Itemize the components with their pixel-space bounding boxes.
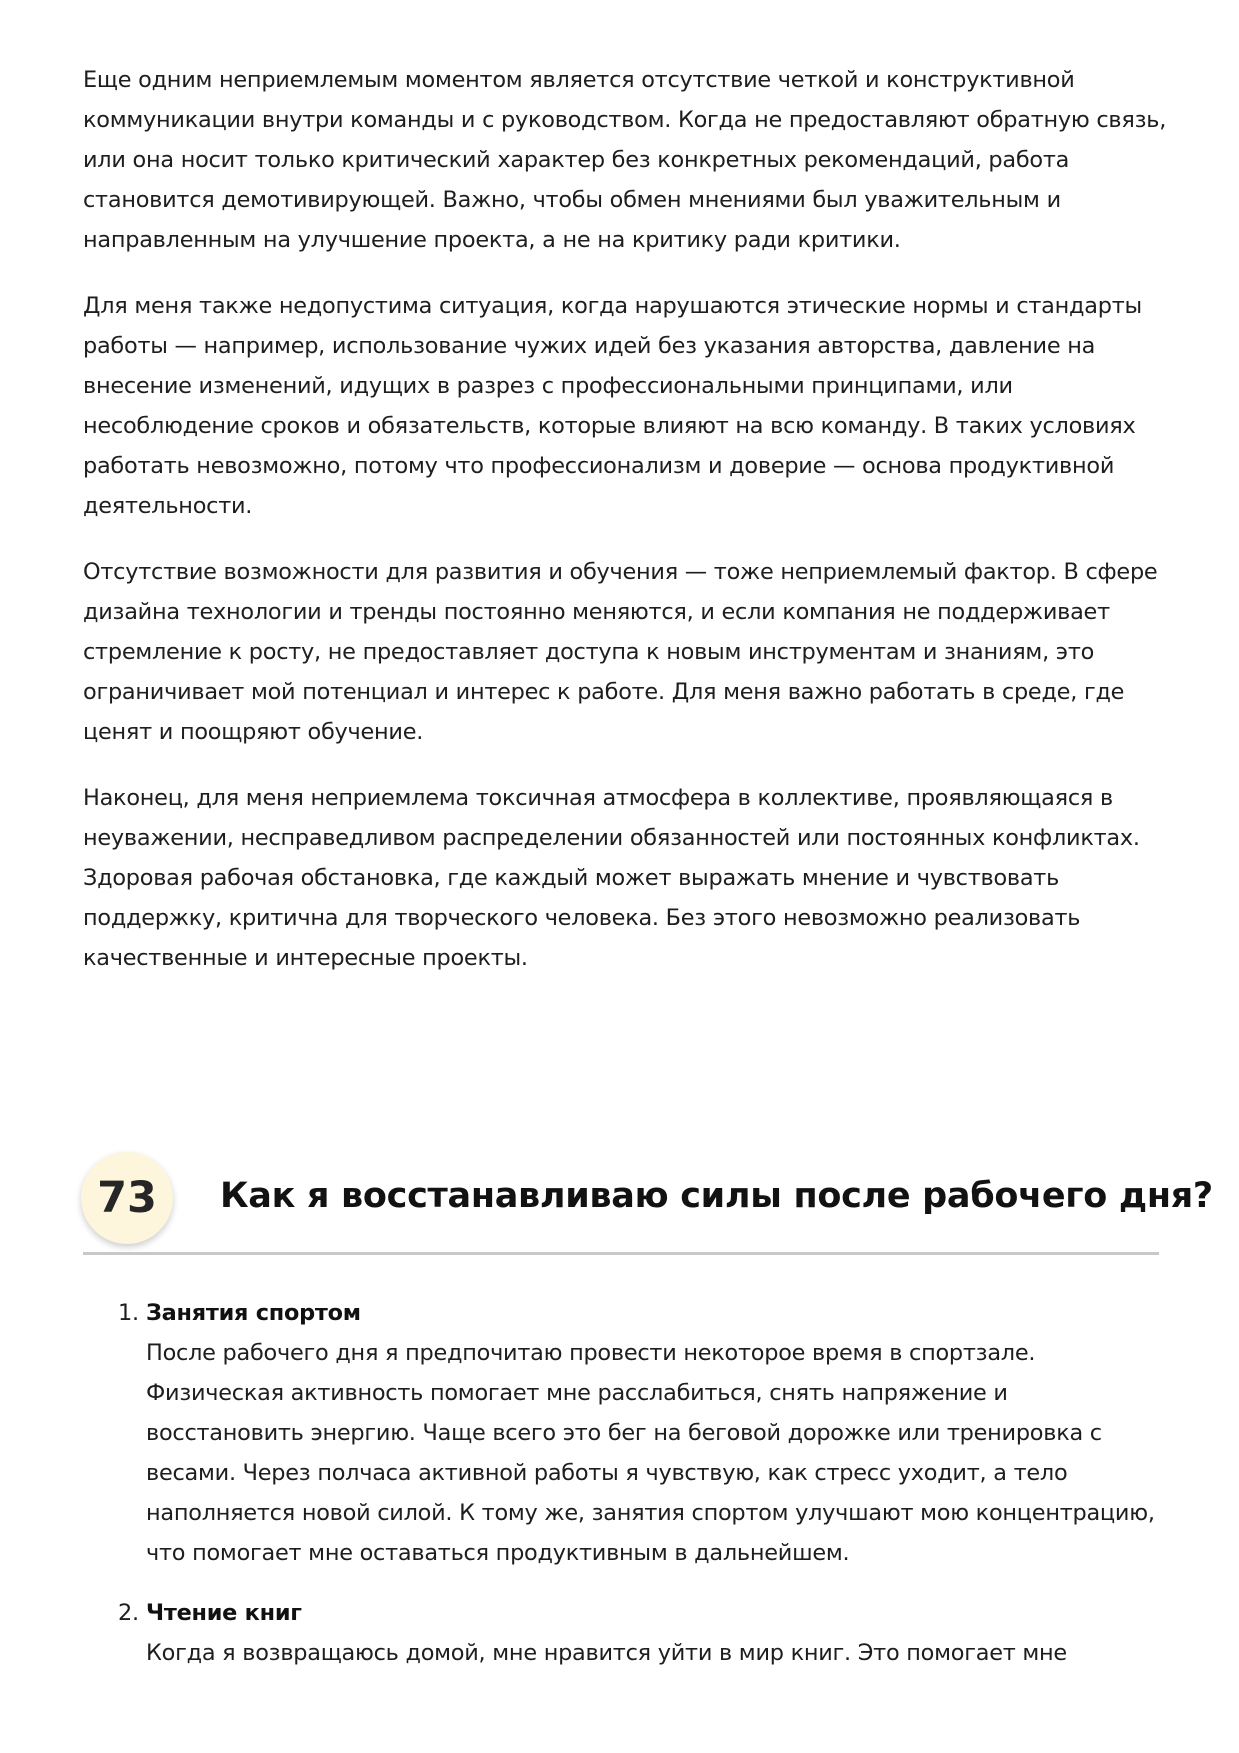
header-divider <box>83 1252 1159 1255</box>
list-item-number: 2. <box>118 1600 139 1626</box>
paragraph: Наконец, для меня неприемлема токсичная атмосфера в коллективе, проявляющаяся в неуважении, несправедливом распределении обязанностей или постоянных конфликтах. Здоровая рабочая обстановка, где каждый может выражать мнение и чувствовать поддержку, критична для творческого человека. Без этого невозможно реализовать качественные и интересные проекты. <box>83 785 1140 971</box>
list-item-text: Когда я возвращаюсь домой, мне нравится уйти в мир книг. Это помогает мне <box>146 1640 1067 1666</box>
list-item-number: 1. <box>118 1300 139 1326</box>
list-item-title: Чтение книг <box>146 1600 302 1626</box>
question-number-badge: 73 <box>81 1152 173 1244</box>
paragraph: Для меня также недопустима ситуация, когда нарушаются этические нормы и стандарты работы — например, использование чужих идей без указания авторства, давление на внесение изменений, идущих в разрез с профессиональными принципами, или несоблюдение сроков и обязательств, которые влияют на всю команду. В таких условиях работать невозможно, потому что профессионализм и доверие — основа продуктивной деятельности. <box>83 293 1142 519</box>
paragraph: Еще одним неприемлемым моментом является отсутствие четкой и конструктивной коммуникации внутри команды и с руководством. Когда не предоставляют обратную связь, или она носит только критический характер без конкретных рекомендаций, работа становится демотивирующей. Важно, чтобы обмен мнениями был уважительным и направленным на улучшение проекта, а не на критику ради критики. <box>83 67 1167 253</box>
list-item-text: После рабочего дня я предпочитаю провести некоторое время в спортзале. Физическая активность помогает мне расслабиться, снять напряжение и восстановить энергию. Чаще всего это бег на беговой дорожке или тренировка с весами. Через полчаса активной работы я чувствую, как стресс уходит, а тело наполняется новой силой. К тому же, занятия спортом улучшают мою концентрацию, что помогает мне оставаться продуктивным в дальнейшем. <box>146 1340 1155 1566</box>
question-section <box>83 1150 1213 1666</box>
list-item <box>83 1293 1159 1573</box>
list-item <box>83 1593 1159 1673</box>
question-header <box>83 1150 1213 1262</box>
question-title: Как я восстанавливаю силы после рабочего дня? <box>220 1176 1213 1216</box>
list-item-title: Занятия спортом <box>146 1300 361 1326</box>
paragraph: Отсутствие возможности для развития и обучения — тоже неприемлемый фактор. В сфере дизайна технологии и тренды постоянно меняются, и если компания не поддерживает стремление к росту, не предоставляет доступа к новым инструментам и знаниям, это ограничивает мой потенциал и интерес к работе. Для меня важно работать в среде, где ценят и поощряют обучение. <box>83 559 1158 745</box>
answer-list <box>83 1293 1159 1693</box>
